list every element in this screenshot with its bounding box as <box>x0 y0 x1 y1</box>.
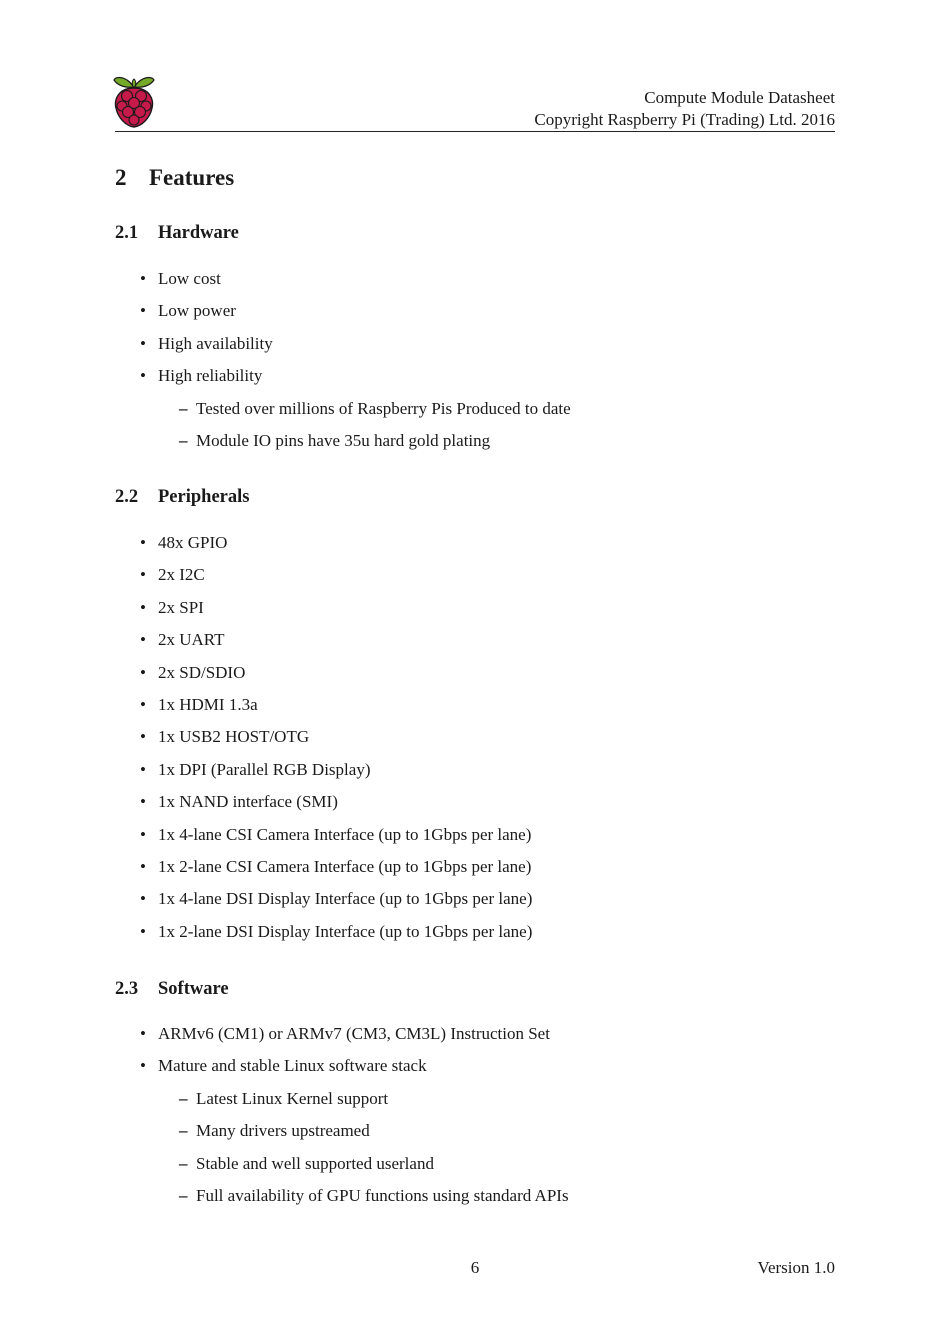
list-item: • 2x SD/SDIO <box>140 661 532 693</box>
software-list <box>140 1022 569 1216</box>
section-number: 2 <box>115 165 127 190</box>
hardware-list <box>140 267 571 461</box>
list-item: • High reliability <box>140 364 571 396</box>
subsection-title: Software <box>158 979 229 999</box>
sub-list-item: – Full availability of GPU functions using standard APIs <box>140 1184 569 1216</box>
subsection-heading-software <box>115 979 229 1000</box>
list-item: • 2x I2C <box>140 563 532 595</box>
copyright-line: Copyright Raspberry Pi (Trading) Ltd. 2016 <box>534 110 835 129</box>
sub-list-item: – Latest Linux Kernel support <box>140 1087 569 1119</box>
list-item: • 2x UART <box>140 628 532 660</box>
sub-list-item: – Many drivers upstreamed <box>140 1119 569 1151</box>
page-number: 6 <box>470 1258 480 1277</box>
subsection-heading-peripherals <box>115 487 249 508</box>
list-item: • 48x GPIO <box>140 531 532 563</box>
version-label: Version 1.0 <box>757 1258 835 1277</box>
subsection-heading-hardware <box>115 223 239 244</box>
subsection-title: Peripherals <box>158 487 250 507</box>
list-item: • 1x USB2 HOST/OTG <box>140 725 532 757</box>
list-item: • 1x 2-lane DSI Display Interface (up to 1Gbps per lane) <box>140 920 532 952</box>
list-item: • 1x 4-lane CSI Camera Interface (up to 1Gbps per lane) <box>140 823 532 855</box>
section-title: Features <box>149 165 235 190</box>
subsection-title: Hardware <box>158 223 239 243</box>
document-title: Compute Module Datasheet <box>644 88 835 107</box>
list-item: • 1x 4-lane DSI Display Interface (up to 1Gbps per lane) <box>140 887 532 919</box>
list-item: • Low cost <box>140 267 571 299</box>
list-item: • ARMv6 (CM1) or ARMv7 (CM3, CM3L) Instruction Set <box>140 1022 569 1054</box>
sub-list-item: – Tested over millions of Raspberry Pis Produced to date <box>140 397 571 429</box>
sub-list-item: – Stable and well supported userland <box>140 1152 569 1184</box>
list-item: • 1x NAND interface (SMI) <box>140 790 532 822</box>
list-item: • Mature and stable Linux software stack <box>140 1054 569 1086</box>
list-item: • High availability <box>140 332 571 364</box>
list-item: • 1x 2-lane CSI Camera Interface (up to 1Gbps per lane) <box>140 855 532 887</box>
list-item: • 1x DPI (Parallel RGB Display) <box>140 758 532 790</box>
subsection-number: 2.1 <box>115 223 139 243</box>
list-item: • Low power <box>140 299 571 331</box>
peripherals-list <box>140 531 532 952</box>
subsection-number: 2.3 <box>115 979 139 999</box>
header-divider <box>115 131 835 132</box>
raspberry-logo-icon <box>112 74 156 128</box>
page-header <box>534 87 835 131</box>
section-heading <box>115 165 234 191</box>
list-item: • 2x SPI <box>140 596 532 628</box>
list-item: • 1x HDMI 1.3a <box>140 693 532 725</box>
subsection-number: 2.2 <box>115 487 139 507</box>
sub-list-item: – Module IO pins have 35u hard gold plating <box>140 429 571 461</box>
